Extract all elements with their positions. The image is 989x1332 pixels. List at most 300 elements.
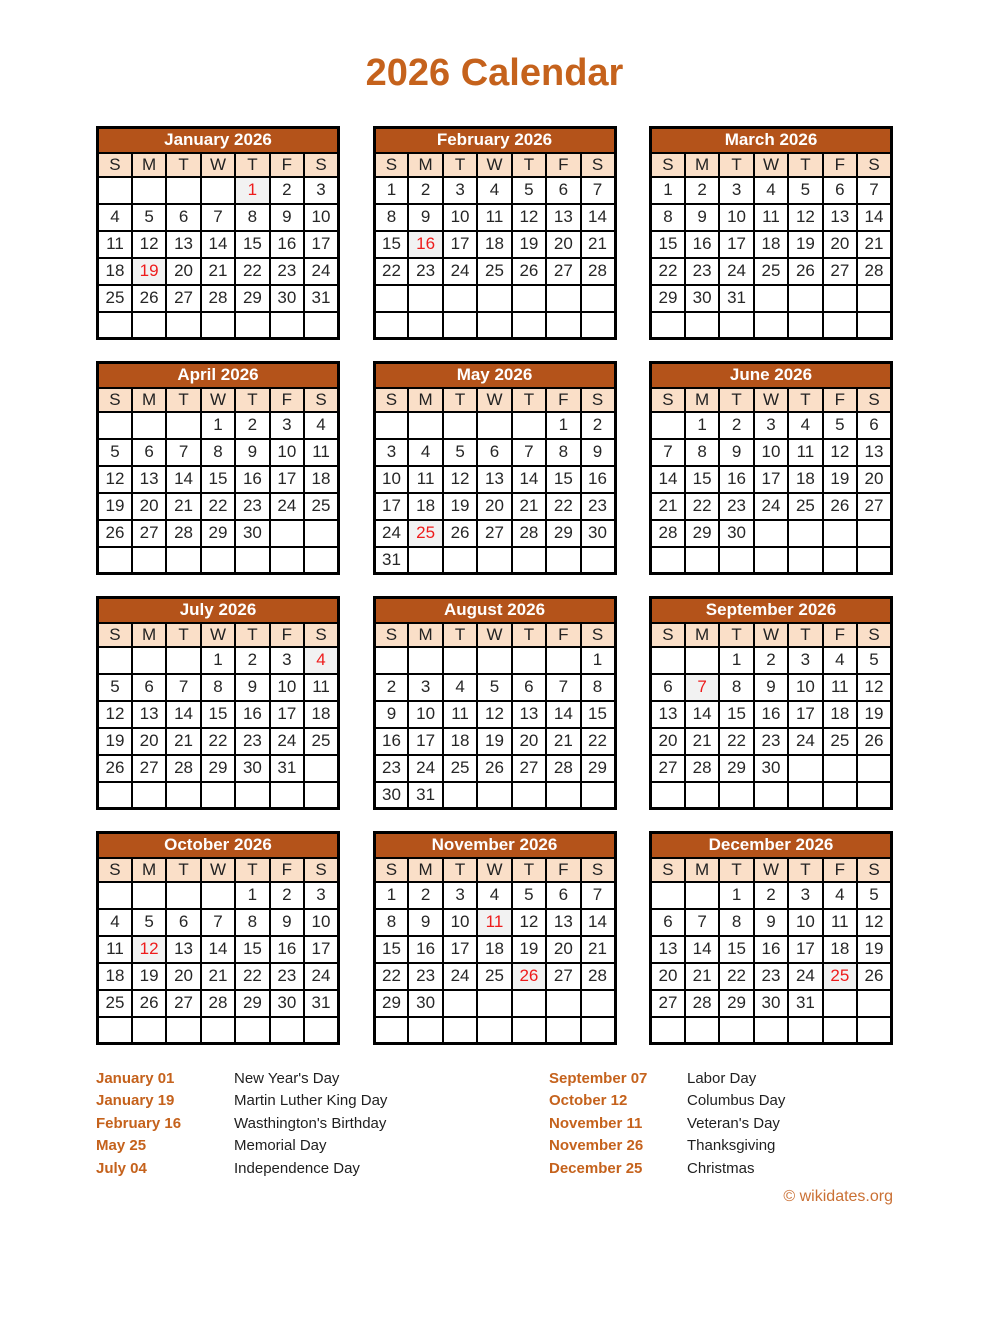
- calendar-day-empty: [408, 547, 442, 574]
- calendar-day: 21: [581, 936, 615, 963]
- calendar-day: 25: [304, 728, 338, 755]
- holiday-item: [549, 1067, 893, 1090]
- calendar-day: 16: [581, 466, 615, 493]
- calendar-day: 7: [201, 204, 235, 231]
- calendar-day: 19: [477, 728, 511, 755]
- calendar-day-empty: [651, 1017, 685, 1044]
- calendar-day-empty: [857, 755, 891, 782]
- month-title: December 2026: [651, 833, 892, 858]
- calendar-day: 14: [201, 936, 235, 963]
- calendar-day: 10: [408, 701, 442, 728]
- calendar-day: 18: [98, 963, 132, 990]
- calendar-day: 20: [132, 728, 166, 755]
- calendar-day: 17: [443, 936, 477, 963]
- calendar-day: 1: [651, 177, 685, 204]
- calendar-day: 16: [374, 728, 408, 755]
- calendar-day: 23: [374, 755, 408, 782]
- calendar-day: 21: [581, 231, 615, 258]
- calendar-day: 22: [235, 258, 269, 285]
- calendar-day: 20: [477, 493, 511, 520]
- calendar-day-empty: [374, 312, 408, 339]
- calendar-day: 4: [788, 412, 822, 439]
- calendar-day-empty: [857, 520, 891, 547]
- calendar-day: 27: [132, 520, 166, 547]
- calendar-day: 6: [546, 177, 580, 204]
- week-row: [374, 936, 615, 963]
- calendar-day: 5: [823, 412, 857, 439]
- weekday-header: F: [546, 388, 580, 412]
- calendar-day: 31: [304, 990, 338, 1017]
- holiday-name: Columbus Day: [687, 1092, 786, 1110]
- calendar-day-empty: [719, 1017, 753, 1044]
- week-row: [651, 258, 892, 285]
- calendar-day-empty: [270, 520, 304, 547]
- calendar-day-empty: [201, 312, 235, 339]
- calendar-day: 31: [408, 782, 442, 809]
- calendar-day: 15: [201, 466, 235, 493]
- calendar-day: 4: [823, 882, 857, 909]
- weekday-header: T: [166, 623, 200, 647]
- holiday-column-right: [549, 1067, 893, 1180]
- calendar-day: 2: [235, 647, 269, 674]
- calendar-day: 11: [823, 674, 857, 701]
- calendar-day-empty: [685, 782, 719, 809]
- calendar-day: 30: [754, 755, 788, 782]
- calendar-day: 26: [98, 755, 132, 782]
- calendar-day: 12: [857, 909, 891, 936]
- calendar-day: 30: [270, 285, 304, 312]
- week-row: [651, 177, 892, 204]
- calendar-day-empty: [98, 1017, 132, 1044]
- holiday-date: January 01: [96, 1069, 175, 1087]
- calendar-day: 14: [546, 701, 580, 728]
- calendar-day: 28: [166, 520, 200, 547]
- holiday-date: November 11: [549, 1114, 643, 1132]
- calendar-day: 22: [719, 963, 753, 990]
- calendar-day: 25: [823, 728, 857, 755]
- calendar-day-empty: [546, 547, 580, 574]
- month-title: July 2026: [98, 598, 339, 623]
- weekday-header: T: [166, 153, 200, 177]
- calendar-day-empty: [546, 312, 580, 339]
- calendar-day: 10: [270, 674, 304, 701]
- weekday-row: [98, 623, 339, 647]
- calendar-day: 26: [857, 728, 891, 755]
- calendar-day-empty: [374, 647, 408, 674]
- calendar-day: 12: [477, 701, 511, 728]
- calendar-day: 22: [581, 728, 615, 755]
- holiday-item: [549, 1090, 893, 1113]
- calendar-day-empty: [651, 547, 685, 574]
- weekday-header: S: [651, 153, 685, 177]
- copyright-link[interactable]: © wikidates.org: [783, 1187, 893, 1205]
- calendar-day: 10: [304, 909, 338, 936]
- calendar-day-empty: [132, 547, 166, 574]
- calendar-day: 29: [374, 990, 408, 1017]
- week-row: [651, 936, 892, 963]
- week-row: [374, 882, 615, 909]
- calendar-day: 3: [788, 882, 822, 909]
- calendar-day: 3: [270, 647, 304, 674]
- calendar-day: 12: [788, 204, 822, 231]
- weekday-row: [374, 858, 615, 882]
- weekday-header: S: [857, 623, 891, 647]
- calendar-day: 20: [857, 466, 891, 493]
- calendar-day: 24: [408, 755, 442, 782]
- calendar-day: 14: [581, 909, 615, 936]
- weekday-header: F: [270, 388, 304, 412]
- calendar-day: 2: [235, 412, 269, 439]
- weekday-row: [651, 388, 892, 412]
- calendar-day: 17: [443, 231, 477, 258]
- calendar-day: 14: [651, 466, 685, 493]
- calendar-day: 3: [270, 412, 304, 439]
- calendar-day: 6: [166, 204, 200, 231]
- weekday-header: W: [477, 153, 511, 177]
- week-row: [98, 674, 339, 701]
- calendar-day: 18: [477, 936, 511, 963]
- calendar-day: 18: [788, 466, 822, 493]
- calendar-day-empty: [754, 312, 788, 339]
- weekday-header: S: [98, 623, 132, 647]
- calendar-day: 18: [408, 493, 442, 520]
- week-row: [651, 728, 892, 755]
- calendar-day-empty: [304, 1017, 338, 1044]
- calendar-day: 13: [477, 466, 511, 493]
- calendar-day: 27: [823, 258, 857, 285]
- holiday-name: Labor Day: [687, 1069, 757, 1087]
- week-row: [374, 701, 615, 728]
- calendar-day: 30: [235, 755, 269, 782]
- calendar-day: 25: [788, 493, 822, 520]
- calendar-day: 20: [651, 728, 685, 755]
- calendar-day: 23: [235, 493, 269, 520]
- holiday-name: Independence Day: [234, 1159, 360, 1177]
- calendar-day: 2: [685, 177, 719, 204]
- calendar-day: 18: [304, 701, 338, 728]
- weekday-header: T: [443, 153, 477, 177]
- calendar-day: 6: [857, 412, 891, 439]
- calendar-day: 24: [443, 258, 477, 285]
- month-title: February 2026: [374, 128, 615, 153]
- calendar-day: 7: [166, 674, 200, 701]
- calendar-day: 4: [477, 177, 511, 204]
- calendar-day: 9: [270, 909, 304, 936]
- calendar-day: 1: [374, 177, 408, 204]
- calendar-day: 16: [754, 936, 788, 963]
- calendar-day: 22: [374, 258, 408, 285]
- calendar-day-empty: [512, 990, 546, 1017]
- week-row: [651, 701, 892, 728]
- calendar-day: 2: [374, 674, 408, 701]
- week-row: [374, 909, 615, 936]
- week-row: [651, 882, 892, 909]
- calendar-day-empty: [408, 312, 442, 339]
- calendar-day: 3: [304, 177, 338, 204]
- weekday-header: F: [823, 858, 857, 882]
- calendar-day-empty: [857, 285, 891, 312]
- calendar-day-empty: [823, 1017, 857, 1044]
- week-row: [374, 963, 615, 990]
- calendar-day: 19: [98, 493, 132, 520]
- weekday-header: S: [651, 623, 685, 647]
- calendar-day-empty: [788, 547, 822, 574]
- page-title: 2026 Calendar: [365, 52, 624, 94]
- week-row: [374, 312, 615, 339]
- week-row: [98, 1017, 339, 1044]
- calendar-day: 30: [581, 520, 615, 547]
- calendar-day: 20: [651, 963, 685, 990]
- calendar-day-empty: [98, 312, 132, 339]
- calendar-day-empty: [304, 755, 338, 782]
- weekday-header: T: [512, 858, 546, 882]
- calendar-day: 2: [719, 412, 753, 439]
- calendar-day: 10: [754, 439, 788, 466]
- calendar-day: 26: [512, 258, 546, 285]
- calendar-day-empty: [581, 990, 615, 1017]
- week-row: [651, 782, 892, 809]
- calendar-day: 14: [581, 204, 615, 231]
- weekday-header: T: [443, 623, 477, 647]
- weekday-header: W: [201, 388, 235, 412]
- calendar-day-empty: [443, 990, 477, 1017]
- holiday-column-left: [96, 1067, 549, 1180]
- calendar-day: 11: [304, 439, 338, 466]
- month-title: October 2026: [98, 833, 339, 858]
- weekday-header: M: [408, 623, 442, 647]
- week-row: [374, 231, 615, 258]
- weekday-row: [651, 153, 892, 177]
- calendar-day: 10: [374, 466, 408, 493]
- calendar-day-empty: [98, 547, 132, 574]
- calendar-day: 30: [235, 520, 269, 547]
- calendar-day: 26: [132, 285, 166, 312]
- calendar-day: 20: [823, 231, 857, 258]
- calendar-day-empty: [685, 547, 719, 574]
- calendar-day: 6: [823, 177, 857, 204]
- calendar-day: 24: [788, 728, 822, 755]
- calendar-day: 29: [201, 755, 235, 782]
- calendar-day: 27: [132, 755, 166, 782]
- week-row: [651, 439, 892, 466]
- calendar-day: 11: [443, 701, 477, 728]
- calendar-day: 21: [201, 963, 235, 990]
- calendar-day: 5: [98, 439, 132, 466]
- calendar-day: 5: [512, 177, 546, 204]
- calendar-day: 21: [685, 728, 719, 755]
- calendar-day: 12: [98, 466, 132, 493]
- holiday-date: October 12: [549, 1092, 628, 1110]
- calendar-day: 9: [719, 439, 753, 466]
- holiday-list: [0, 1067, 989, 1180]
- calendar-day-empty: [857, 1017, 891, 1044]
- calendar-day: 6: [166, 909, 200, 936]
- calendar-day: 13: [651, 936, 685, 963]
- week-row: [374, 285, 615, 312]
- calendar-day-empty: [374, 1017, 408, 1044]
- calendar-day: 28: [512, 520, 546, 547]
- calendar-day: 23: [719, 493, 753, 520]
- holiday-item: [549, 1157, 893, 1180]
- calendar-day-empty: [685, 882, 719, 909]
- calendar-day: 29: [201, 520, 235, 547]
- calendar-day: 7: [201, 909, 235, 936]
- calendar-day: 26: [443, 520, 477, 547]
- month-calendar: [96, 831, 340, 1045]
- calendar-day: 12: [132, 231, 166, 258]
- calendar-day: 19: [443, 493, 477, 520]
- calendar-day-empty: [754, 285, 788, 312]
- calendar-day-empty: [546, 285, 580, 312]
- holiday-date: January 19: [96, 1092, 175, 1110]
- calendar-day: 19: [512, 231, 546, 258]
- weekday-header: S: [374, 858, 408, 882]
- calendar-day: 11: [477, 204, 511, 231]
- week-row: [374, 466, 615, 493]
- calendar-day-holiday: 26: [512, 963, 546, 990]
- calendar-day: 30: [374, 782, 408, 809]
- week-row: [98, 493, 339, 520]
- calendar-day: 9: [754, 909, 788, 936]
- calendar-day: 17: [270, 701, 304, 728]
- calendar-day-holiday: 25: [408, 520, 442, 547]
- weekday-header: F: [823, 153, 857, 177]
- week-row: [98, 312, 339, 339]
- week-row: [651, 204, 892, 231]
- month-calendar: [373, 126, 617, 340]
- month-calendar: [649, 361, 893, 575]
- weekday-header: S: [374, 623, 408, 647]
- week-row: [374, 412, 615, 439]
- calendar-day: 21: [201, 258, 235, 285]
- calendar-day: 3: [304, 882, 338, 909]
- holiday-item: [96, 1090, 549, 1113]
- week-row: [98, 963, 339, 990]
- week-row: [98, 466, 339, 493]
- weekday-header: T: [719, 623, 753, 647]
- calendar-day: 17: [719, 231, 753, 258]
- calendar-day: 25: [443, 755, 477, 782]
- calendar-day: 28: [685, 990, 719, 1017]
- calendar-day: 29: [235, 990, 269, 1017]
- calendar-day-empty: [235, 782, 269, 809]
- calendar-day: 17: [374, 493, 408, 520]
- calendar-day-empty: [304, 312, 338, 339]
- calendar-day: 21: [651, 493, 685, 520]
- calendar-day-empty: [201, 782, 235, 809]
- month-calendar: [96, 596, 340, 810]
- week-row: [374, 647, 615, 674]
- weekday-header: S: [581, 153, 615, 177]
- calendar-day: 7: [651, 439, 685, 466]
- calendar-day-empty: [788, 285, 822, 312]
- calendar-day: 25: [754, 258, 788, 285]
- calendar-day-empty: [512, 312, 546, 339]
- calendar-day: 18: [823, 701, 857, 728]
- calendar-day: 12: [823, 439, 857, 466]
- holiday-date: May 25: [96, 1137, 147, 1155]
- calendar-day: 15: [685, 466, 719, 493]
- calendar-day: 18: [754, 231, 788, 258]
- calendar-day: 14: [201, 231, 235, 258]
- calendar-day: 5: [788, 177, 822, 204]
- calendar-day-empty: [651, 647, 685, 674]
- calendar-day: 30: [408, 990, 442, 1017]
- weekday-header: S: [374, 388, 408, 412]
- calendar-day: 8: [581, 674, 615, 701]
- calendar-day: 26: [788, 258, 822, 285]
- calendar-day-empty: [477, 782, 511, 809]
- weekday-header: T: [512, 153, 546, 177]
- calendar-day: 15: [235, 231, 269, 258]
- calendar-day-empty: [166, 412, 200, 439]
- calendar-day: 1: [719, 647, 753, 674]
- week-row: [374, 258, 615, 285]
- calendar-day-empty: [235, 547, 269, 574]
- calendar-day: 23: [754, 728, 788, 755]
- calendar-day: 20: [512, 728, 546, 755]
- holiday-item: [549, 1135, 893, 1158]
- calendar-day: 16: [270, 936, 304, 963]
- calendar-day: 21: [166, 493, 200, 520]
- calendar-day-empty: [443, 647, 477, 674]
- calendar-day: 10: [443, 909, 477, 936]
- calendar-day: 28: [651, 520, 685, 547]
- calendar-day: 8: [651, 204, 685, 231]
- calendar-day: 18: [477, 231, 511, 258]
- calendar-day-empty: [477, 647, 511, 674]
- weekday-header: F: [546, 153, 580, 177]
- calendar-day: 12: [512, 909, 546, 936]
- calendar-day: 11: [754, 204, 788, 231]
- calendar-day-empty: [374, 285, 408, 312]
- calendar-day: 14: [857, 204, 891, 231]
- calendar-day: 26: [132, 990, 166, 1017]
- calendar-day-empty: [166, 177, 200, 204]
- calendar-day: 13: [857, 439, 891, 466]
- calendar-day: 5: [98, 674, 132, 701]
- calendar-day-empty: [581, 1017, 615, 1044]
- calendar-day-empty: [512, 285, 546, 312]
- calendar-day-empty: [857, 547, 891, 574]
- holiday-name: Memorial Day: [234, 1137, 327, 1155]
- calendar-day: 7: [581, 177, 615, 204]
- calendar-day-empty: [823, 990, 857, 1017]
- weekday-header: M: [132, 388, 166, 412]
- calendar-day: 13: [823, 204, 857, 231]
- holiday-name: New Year's Day: [234, 1069, 340, 1087]
- calendar-day: 2: [408, 882, 442, 909]
- calendar-day: 2: [754, 882, 788, 909]
- calendar-day: 27: [546, 963, 580, 990]
- calendar-day: 24: [374, 520, 408, 547]
- calendar-day-empty: [201, 1017, 235, 1044]
- calendar-day-empty: [270, 782, 304, 809]
- holiday-name: Christmas: [687, 1159, 755, 1177]
- calendar-day: 22: [201, 728, 235, 755]
- weekday-header: S: [857, 153, 891, 177]
- calendar-day: 19: [788, 231, 822, 258]
- calendar-day: 5: [132, 909, 166, 936]
- calendar-day-empty: [477, 1017, 511, 1044]
- weekday-header: M: [132, 153, 166, 177]
- holiday-date: November 26: [549, 1137, 644, 1155]
- calendar-day-empty: [132, 647, 166, 674]
- weekday-header: W: [201, 858, 235, 882]
- weekday-row: [374, 623, 615, 647]
- calendar-day: 6: [546, 882, 580, 909]
- calendar-day-empty: [823, 312, 857, 339]
